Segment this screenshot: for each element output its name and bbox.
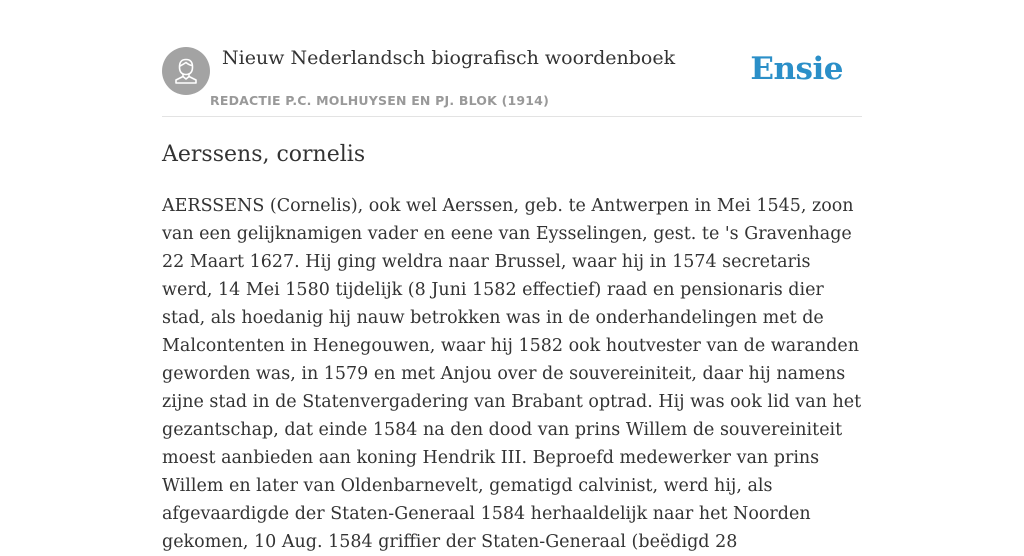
book-title[interactable]: Nieuw Nederlandsch biografisch woordenboek	[222, 47, 676, 69]
ensie-logo[interactable]: Ensie	[750, 51, 843, 87]
entry-body: AERSSENS (Cornelis), ook wel Aerssen, geb. te Antwerpen in Mei 1545, zoon van een gelijknamigen vader en eene van Eysselingen, gest. te 's Gravenhage 22 Maart 1627. Hij ging weldra naar Brussel, waar hij in 1574 secretaris werd, 14 Mei 1580 tijdelijk (8 Juni 1582 effectief) raad en pensionaris dier stad, als hoedanig hij nauw betrokken was in de onderhandelingen met de Malcontenten in Henegouwen, waar hij 1582 ook houtvester van de waranden geworden was, in 1579 en met Anjou over de souvereiniteit, daar hij namens zijne stad in de Statenvergadering van Brabant optrad. Hij was ook lid van het gezantschap, dat einde 1584 na den dood van prins Willem de souvereiniteit moest aanbieden aan koning Hendrik III. Beproefd medewerker van prins Willem en later van Oldenbarnevelt, gematigd calvinist, werd hij, als afgevaardigde der Staten-Generaal 1584 herhaaldelijk naar het Noorden gekomen, 10 Aug. 1584 griffier der Staten-Generaal (beëdigd 28	[162, 196, 862, 552]
user-icon	[162, 47, 210, 95]
entry-title: Aerssens, cornelis	[162, 142, 366, 167]
book-editors: REDACTIE P.C. MOLHUYSEN EN PJ. BLOK (1914)	[210, 93, 549, 108]
source-header	[162, 0, 862, 117]
avatar[interactable]	[162, 47, 210, 95]
